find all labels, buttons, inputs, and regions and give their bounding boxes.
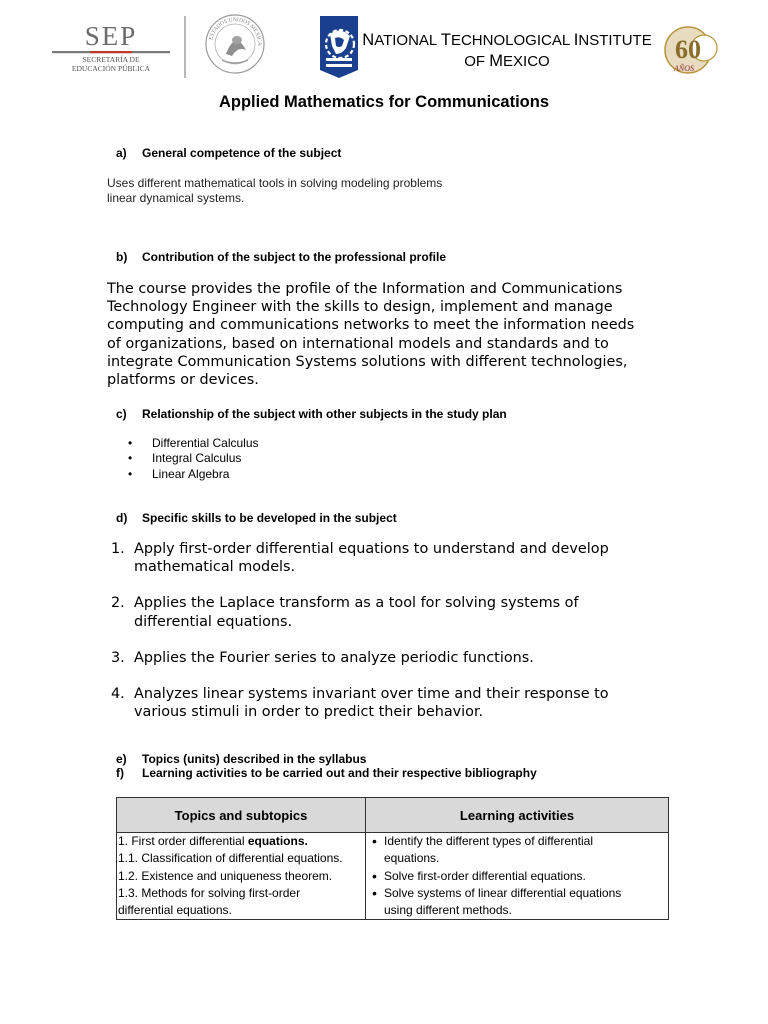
activities-cell <box>366 833 669 920</box>
section-a-heading <box>116 146 341 160</box>
sep-logo-line1: SECRETARÍA DE <box>82 55 140 64</box>
section-e-heading <box>116 752 366 766</box>
section-title: Topics (units) described in the syllabus <box>142 752 367 766</box>
section-f-heading <box>116 766 537 780</box>
document-title: Applied Mathematics for Communications <box>218 93 550 111</box>
column-header-topics: Topics and subtopics <box>117 798 366 833</box>
topic-line: 1. First order differential equations. <box>118 834 308 848</box>
mexico-seal <box>204 10 266 76</box>
section-title: General competence of the subject <box>142 146 342 160</box>
column-header-activities: Learning activities <box>366 798 669 833</box>
activities-list <box>366 833 664 919</box>
institute-name <box>362 30 652 72</box>
list-item: • Integral Calculus <box>128 451 259 466</box>
table-row <box>117 833 669 920</box>
section-letter: f) <box>116 766 124 780</box>
skills-list <box>107 540 667 739</box>
list-item: 3. Applies the Fourier series to analyze periodic functions. <box>111 649 534 666</box>
topic-line: 1.2. Existence and uniqueness theorem. <box>118 868 333 883</box>
section-c-heading <box>116 407 507 421</box>
list-item: • Linear Algebra <box>128 467 259 482</box>
section-a-text: Uses different mathematical tools in solving modeling problems linear dynamical systems. <box>107 176 443 205</box>
institute-name-line1: NATIONAL TECHNOLOGICAL INSTITUTE <box>362 31 652 49</box>
header-divider <box>184 16 186 78</box>
section-title: Relationship of the subject with other subjects in the study plan <box>142 407 507 421</box>
anniversary-logo <box>664 24 724 76</box>
sep-logo-abbr: SEP <box>84 21 138 51</box>
topics-table <box>116 797 669 920</box>
seal-text: ESTADOS UNIDOS MEXICA <box>208 16 263 46</box>
list-item: 1. Apply first-order differential equations to understand and develop mathematical models. <box>111 541 609 576</box>
related-subjects-list <box>128 436 259 482</box>
list-item: 4. Analyzes linear systems invariant over time and their response to various stimuli in order to predict their behavior. <box>111 686 609 721</box>
topic-line: 1.3. Methods for solving first-order <box>118 885 301 900</box>
section-title: Specific skills to be developed in the subject <box>142 511 397 525</box>
section-letter: e) <box>116 752 127 766</box>
section-title: Learning activities to be carried out and their respective bibliography <box>142 766 537 780</box>
section-title: Contribution of the subject to the professional profile <box>142 250 446 264</box>
section-d-heading <box>116 511 397 525</box>
anniversary-word: AÑOS <box>674 64 694 73</box>
table-header-row <box>117 798 669 833</box>
sep-logo <box>50 18 172 76</box>
list-item: • Identify the different types of differential equations. <box>366 833 664 868</box>
section-letter: a) <box>116 146 127 160</box>
sep-logo-line2: EDUCACIÓN PÚBLICA <box>71 64 151 73</box>
topic-line: differential equations. <box>118 903 232 918</box>
section-letter: d) <box>116 511 128 525</box>
anniversary-number: 60 <box>675 35 701 64</box>
list-item: • Solve first-order differential equations. <box>366 868 664 885</box>
list-item: 2. Applies the Laplace transform as a tool for solving systems of differential equations. <box>111 595 579 630</box>
list-item: • Solve systems of linear differential equations using different methods. <box>366 885 664 920</box>
topic-line: 1.1. Classification of differential equations. <box>118 851 343 866</box>
section-letter: c) <box>116 407 127 421</box>
section-b-heading <box>116 250 446 264</box>
topics-cell <box>117 833 366 920</box>
section-letter: b) <box>116 250 128 264</box>
list-item: • Differential Calculus <box>128 436 259 451</box>
tecnm-logo <box>316 14 362 80</box>
institute-name-line2: OF MEXICO <box>464 52 550 70</box>
section-b-text: The course provides the profile of the Information and Communications Technology Engineer with the skills to design, implement and manage computing and communications networks to meet the information needs of organizations, based on international models and standards and to integrate Communication Systems solutions with different technologies, platforms or devices. <box>107 281 635 389</box>
